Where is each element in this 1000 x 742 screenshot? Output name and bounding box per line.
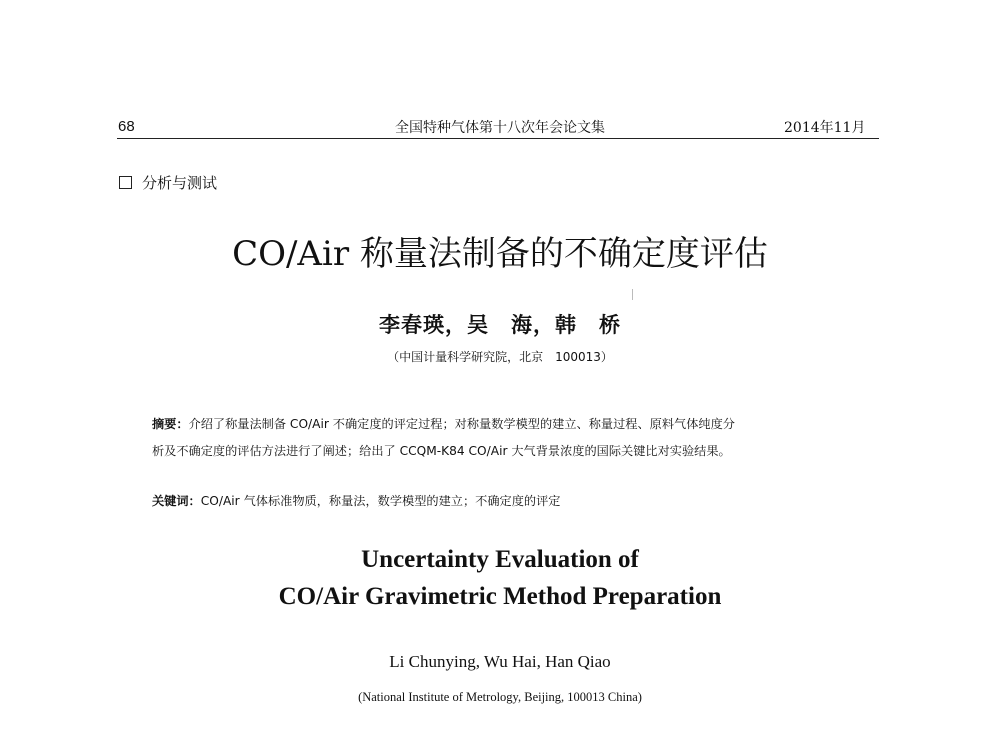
section-label-text: 分析与测试 xyxy=(142,174,218,192)
section-label xyxy=(119,172,217,193)
journal-title: 全国特种气体第十八次年会论文集 xyxy=(395,120,605,136)
abstract-text-1: 介绍了称量法制备 CO/Air 不确定度的评定过程；对称量数学模型的建立、称量过程、原料气体纯度分 xyxy=(188,417,735,431)
english-authors: Li Chunying, Wu Hai, Han Qiao xyxy=(389,652,611,671)
scan-mark xyxy=(632,289,633,300)
abstract-line-1 xyxy=(152,411,852,438)
english-title-line-2: CO/Air Gravimetric Method Preparation xyxy=(278,583,722,610)
checkbox-icon xyxy=(119,176,132,189)
chinese-authors: 李春瑛，吴 海，韩 桥 xyxy=(379,313,621,337)
keywords-text: CO/Air 气体标准物质，称量法，数学模型的建立；不确定度的评定 xyxy=(200,494,561,508)
chinese-abstract xyxy=(152,411,852,465)
page-number: 68 xyxy=(118,118,135,135)
header-rule xyxy=(117,138,879,139)
chinese-title: CO/Air 称量法制备的不确定度评估 xyxy=(232,234,768,274)
abstract-label: 摘要： xyxy=(152,417,189,431)
chinese-affiliation: （中国计量科学研究院，北京 100013） xyxy=(387,350,613,364)
english-title-line-1: Uncertainty Evaluation of xyxy=(361,546,639,573)
chinese-keywords xyxy=(152,492,852,509)
abstract-line-2: 析及不确定度的评估方法进行了阐述；给出了 CCQM-K84 CO/Air 大气背景浓度的国际关键比对实验结果。 xyxy=(152,444,731,458)
keywords-label: 关键词： xyxy=(152,494,201,508)
english-title xyxy=(0,541,1000,615)
english-affiliation: (National Institute of Metrology, Beijing, 100013 China) xyxy=(358,690,642,704)
publication-date: 2014年11月 xyxy=(784,120,866,136)
